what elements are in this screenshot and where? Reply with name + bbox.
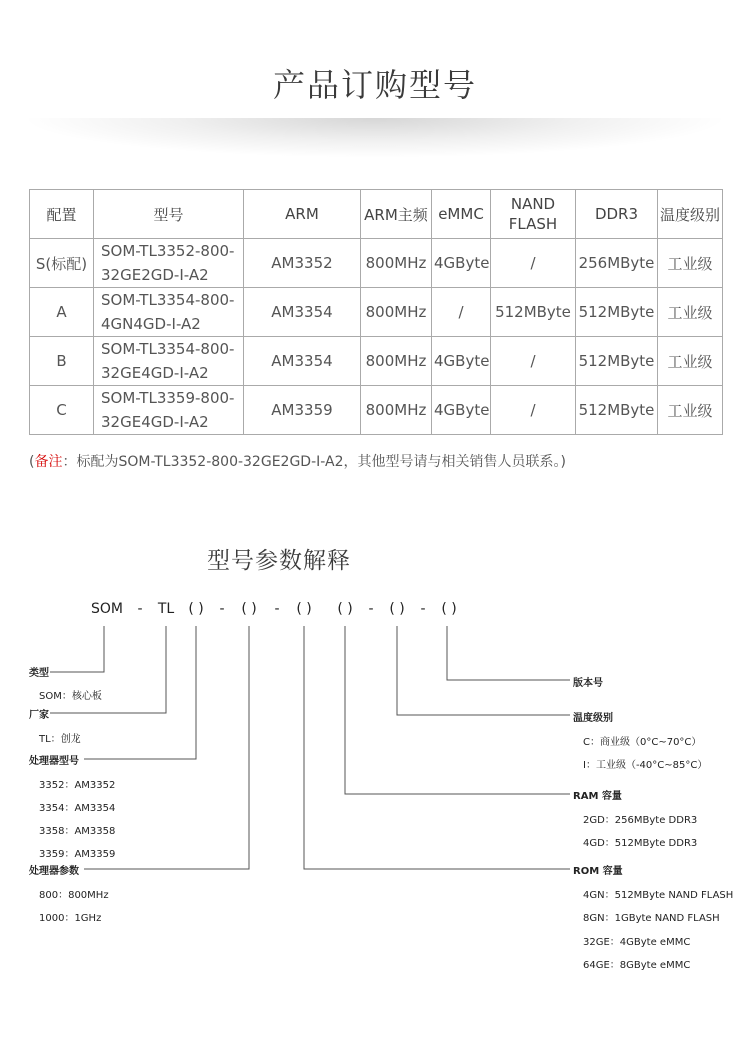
cell-nand: /	[491, 386, 576, 435]
formula-tl: TL	[157, 601, 175, 617]
model-line-1: SOM-TL3359-800-	[101, 389, 235, 407]
formula-dash: -	[274, 601, 280, 617]
connector-temp	[397, 626, 570, 715]
cell-ddr3: 512MByte	[576, 337, 658, 386]
connector-rom	[304, 626, 570, 869]
group-item: 3354：AM3354	[39, 803, 116, 814]
formula-slot-version: ( )	[441, 601, 457, 617]
model-line-1: SOM-TL3354-800-	[101, 340, 235, 358]
header-model: 型号	[94, 190, 244, 239]
header-nand-label: NAND FLASH	[508, 195, 558, 233]
cell-nand: 512MByte	[491, 288, 576, 337]
header-ddr3: DDR3	[576, 190, 658, 239]
group-item: I：工业级（-40°C~85°C）	[583, 760, 708, 771]
page-title: 产品订购型号	[272, 66, 477, 104]
formula-slot-ram: ( )	[337, 601, 353, 617]
formula-dash: -	[219, 601, 225, 617]
cell-temp: 工业级	[658, 386, 723, 435]
cell-config: S(标配)	[30, 239, 94, 288]
cell-freq: 800MHz	[361, 239, 432, 288]
cell-temp: 工业级	[658, 337, 723, 386]
cell-temp: 工业级	[658, 239, 723, 288]
formula-slot-cpu: ( )	[188, 601, 204, 617]
group-item: 4GD：512MByte DDR3	[583, 838, 698, 849]
cell-nand: /	[491, 239, 576, 288]
group-item: 1000：1GHz	[39, 913, 102, 924]
group-title-rom: ROM 容量	[573, 866, 623, 877]
group-title-type: 类型	[29, 668, 49, 679]
group-item: 3352：AM3352	[39, 780, 116, 791]
formula-dash: -	[420, 601, 426, 617]
group-title-ram: RAM 容量	[573, 791, 622, 802]
model-line-1: SOM-TL3352-800-	[101, 242, 235, 260]
formula-dash: -	[137, 601, 143, 617]
cell-arm: AM3352	[244, 239, 361, 288]
group-item: 3359：AM3359	[39, 849, 116, 860]
group-title-cpu-param: 处理器参数	[29, 866, 79, 877]
cell-ddr3: 256MByte	[576, 239, 658, 288]
connector-version	[447, 626, 570, 680]
group-item: C：商业级（0°C~70°C）	[583, 737, 702, 748]
connector-ram	[345, 626, 570, 794]
cell-arm: AM3354	[244, 288, 361, 337]
group-title-cpu: 处理器型号	[29, 756, 79, 767]
cell-emmc: 4GByte	[432, 337, 491, 386]
cell-ddr3: 512MByte	[576, 288, 658, 337]
note-label: 备注	[34, 454, 63, 470]
formula-slot-rom: ( )	[296, 601, 312, 617]
formula-dash: -	[368, 601, 374, 617]
cell-config: B	[30, 337, 94, 386]
formula-som: SOM	[91, 601, 123, 617]
cell-emmc: 4GByte	[432, 386, 491, 435]
group-item: TL：创龙	[39, 734, 81, 745]
model-line-2: 32GE2GD-I-A2	[101, 266, 209, 284]
group-item: 800：800MHz	[39, 890, 109, 901]
cell-freq: 800MHz	[361, 337, 432, 386]
formula-slot-cpu-param: ( )	[241, 601, 257, 617]
cell-nand: /	[491, 337, 576, 386]
cell-emmc: 4GByte	[432, 239, 491, 288]
group-item: 32GE：4GByte eMMC	[583, 937, 691, 948]
cell-freq: 800MHz	[361, 386, 432, 435]
header-arm: ARM	[244, 190, 361, 239]
model-line-2: 4GN4GD-I-A2	[101, 315, 201, 333]
cell-freq: 800MHz	[361, 288, 432, 337]
header-arm-freq: ARM主频	[361, 190, 432, 239]
group-item: 4GN：512MByte NAND FLASH	[583, 890, 734, 901]
note-text: ：标配为SOM-TL3352-800-32GE2GD-I-A2，其他型号请与相关销售人员联系。)	[62, 454, 566, 470]
header-emmc: eMMC	[432, 190, 491, 239]
group-title-temp: 温度级别	[573, 713, 613, 724]
connector-type	[50, 626, 104, 672]
header-config: 配置	[30, 190, 94, 239]
section-subtitle: 型号参数解释	[207, 548, 351, 574]
group-item: 8GN：1GByte NAND FLASH	[583, 913, 720, 924]
group-item: 2GD：256MByte DDR3	[583, 815, 698, 826]
model-line-1: SOM-TL3354-800-	[101, 291, 235, 309]
formula-slot-temp: ( )	[389, 601, 405, 617]
group-item: 64GE：8GByte eMMC	[583, 960, 691, 971]
model-line-2: 32GE4GD-I-A2	[101, 413, 209, 431]
group-item: SOM：核心板	[39, 691, 102, 702]
note-open-paren: (	[29, 454, 35, 470]
group-title-version: 版本号	[573, 678, 603, 689]
group-item: 3358：AM3358	[39, 826, 116, 837]
cell-config: C	[30, 386, 94, 435]
cell-arm: AM3354	[244, 337, 361, 386]
cell-temp: 工业级	[658, 288, 723, 337]
cell-arm: AM3359	[244, 386, 361, 435]
model-line-2: 32GE4GD-I-A2	[101, 364, 209, 382]
header-temp: 温度级别	[658, 190, 723, 239]
cell-ddr3: 512MByte	[576, 386, 658, 435]
group-title-vendor: 厂家	[29, 710, 49, 721]
cell-emmc: /	[432, 288, 491, 337]
cell-config: A	[30, 288, 94, 337]
